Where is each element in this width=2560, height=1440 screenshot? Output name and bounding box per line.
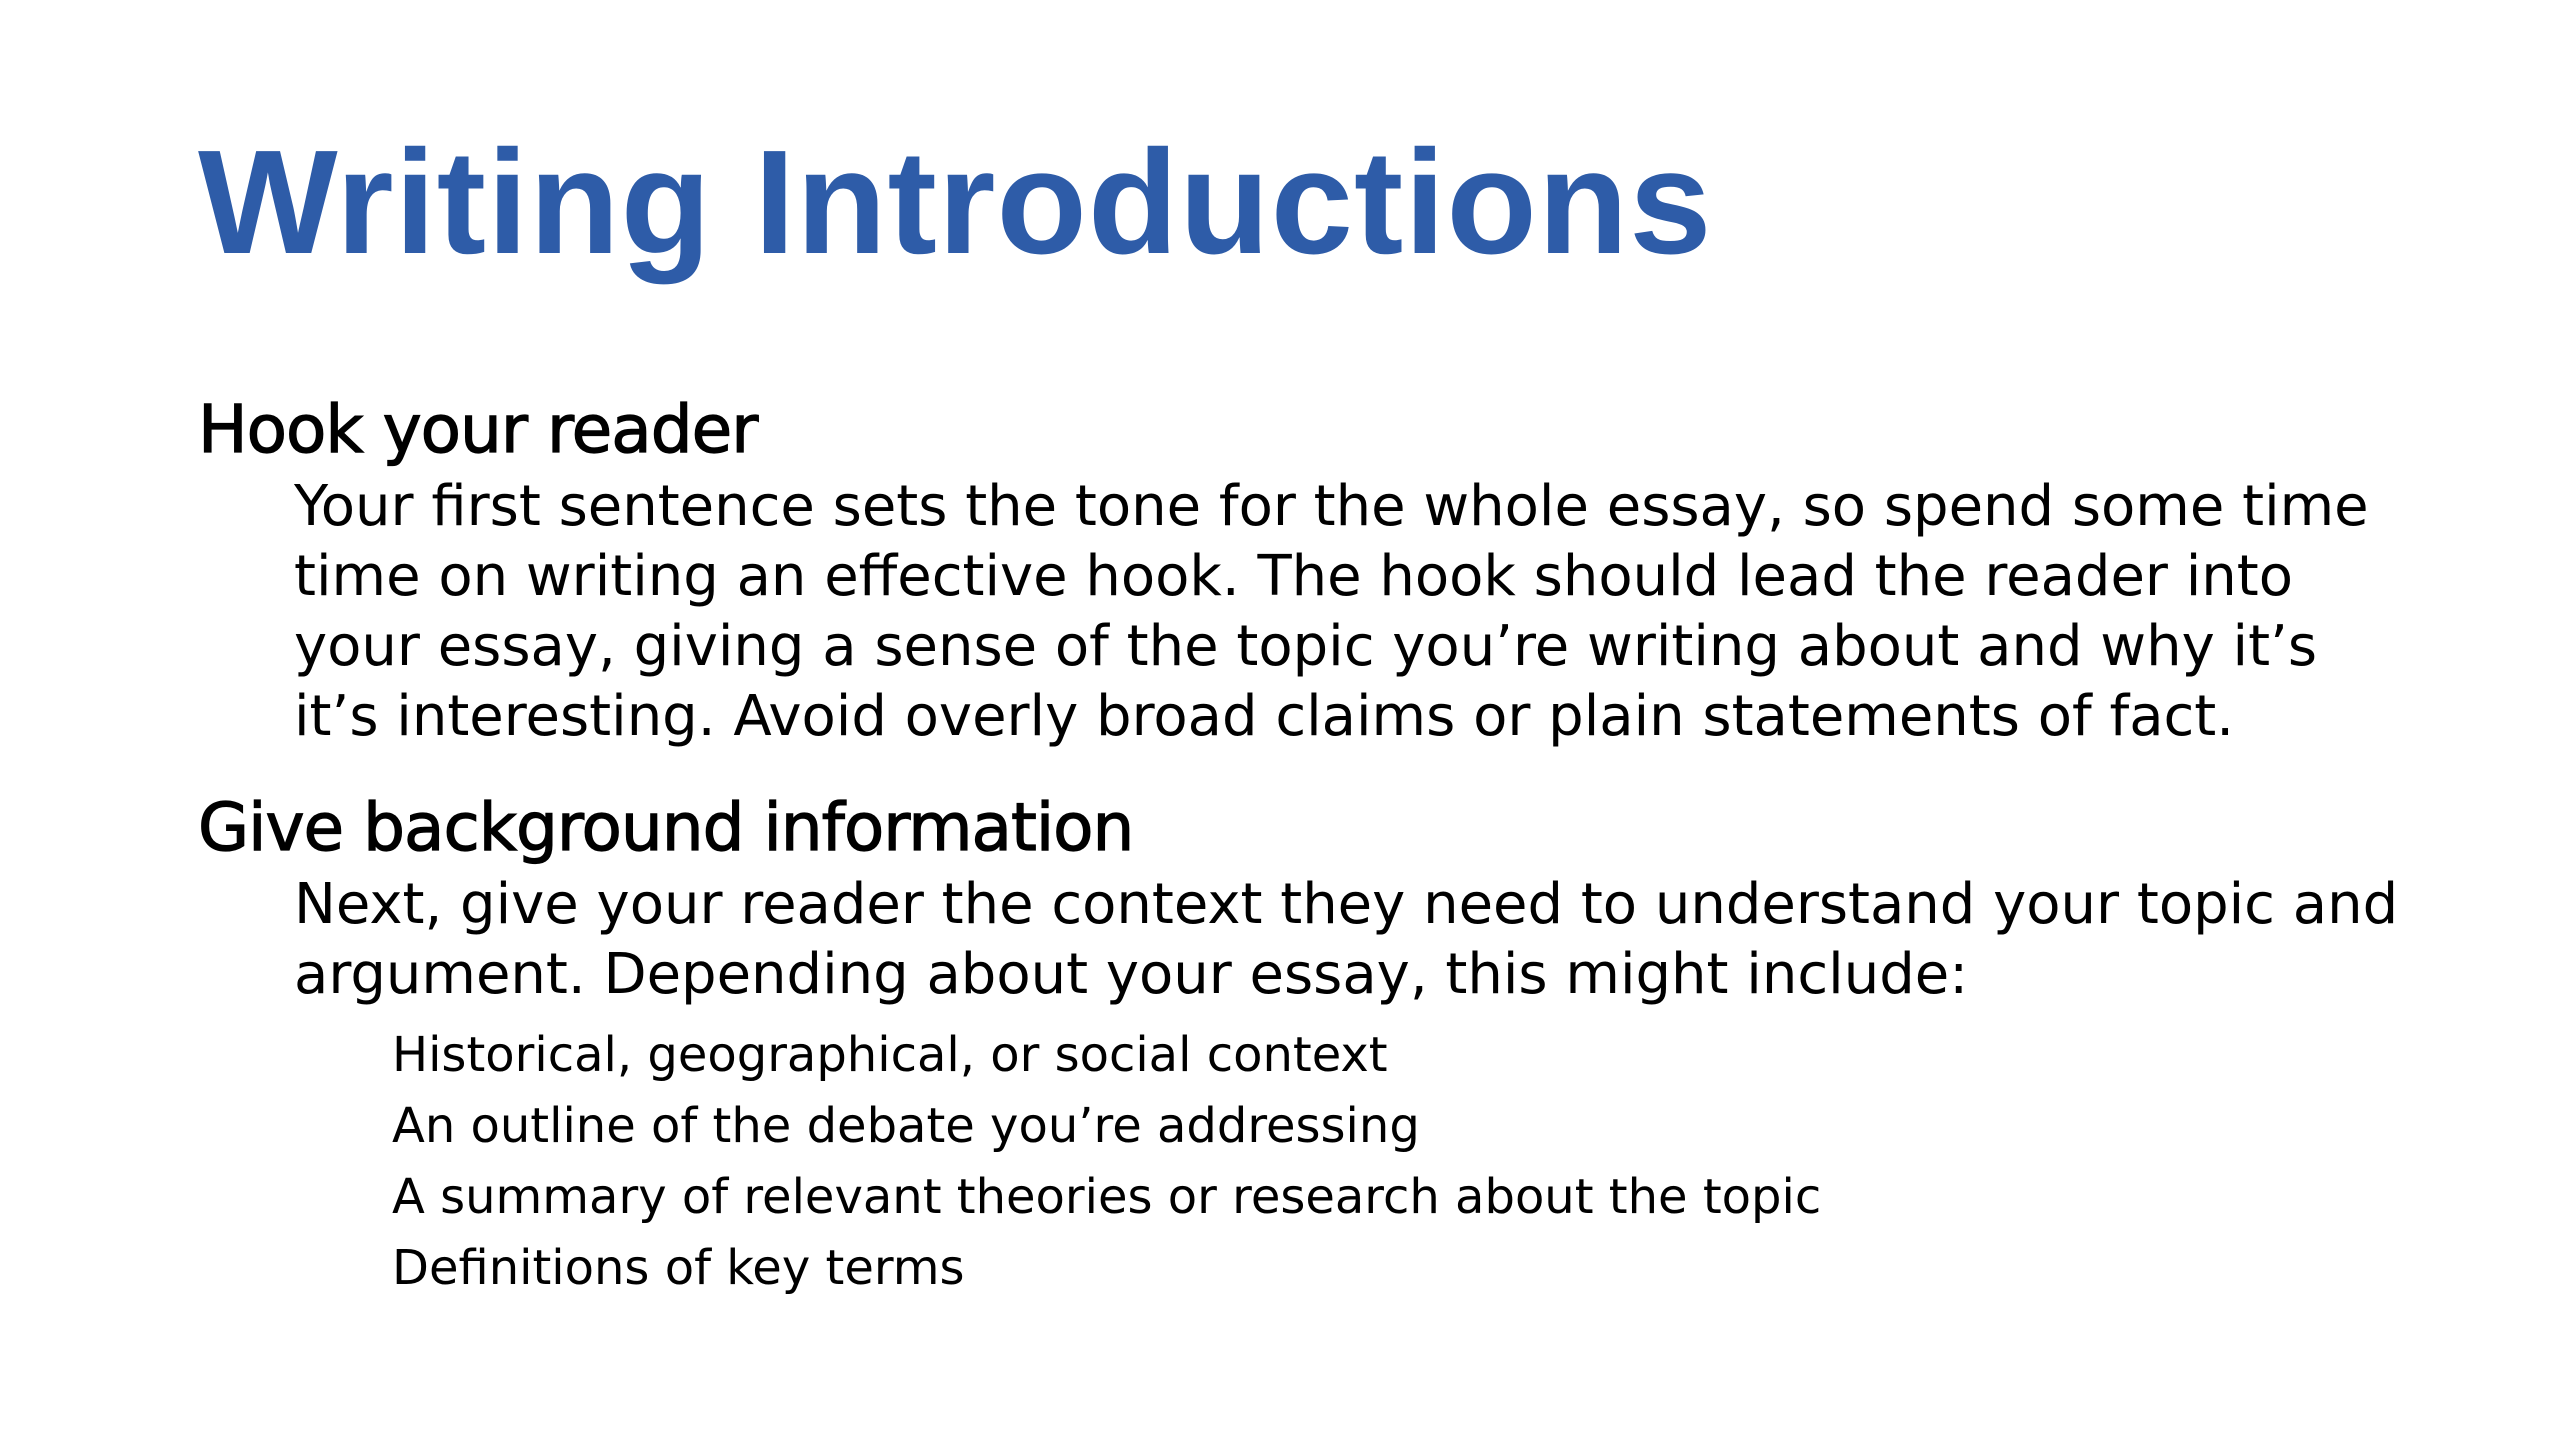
slide-title: Writing Introductions	[198, 120, 1713, 285]
slide-content	[198, 388, 2418, 1338]
list-item: An outline of the debate you’re addressing	[392, 1098, 1420, 1154]
section-background-information	[198, 786, 2418, 1304]
list-item: A summary of relevant theories or research about the topic	[392, 1169, 1822, 1225]
list-item: Definitions of key terms	[392, 1240, 965, 1296]
section-hook-your-reader	[198, 388, 2418, 752]
section-heading: Hook your reader	[198, 391, 758, 468]
section-body: Your first sentence sets the tone for the whole essay, so spend some time time on writing an effective hook. The hook should lead the reader into your essay, giving a sense of the topic you’re writing about and why it’s it’s interesting. Avoid overly broad claims or plain statements of fact.	[294, 474, 2369, 749]
section-heading: Give background information	[198, 789, 1134, 866]
list-item: Historical, geographical, or social context	[392, 1027, 1388, 1083]
section-body: Next, give your reader the context they need to understand your topic and argument. Depending about your essay, this might include:	[294, 872, 2399, 1007]
background-items-list	[198, 1020, 2418, 1304]
